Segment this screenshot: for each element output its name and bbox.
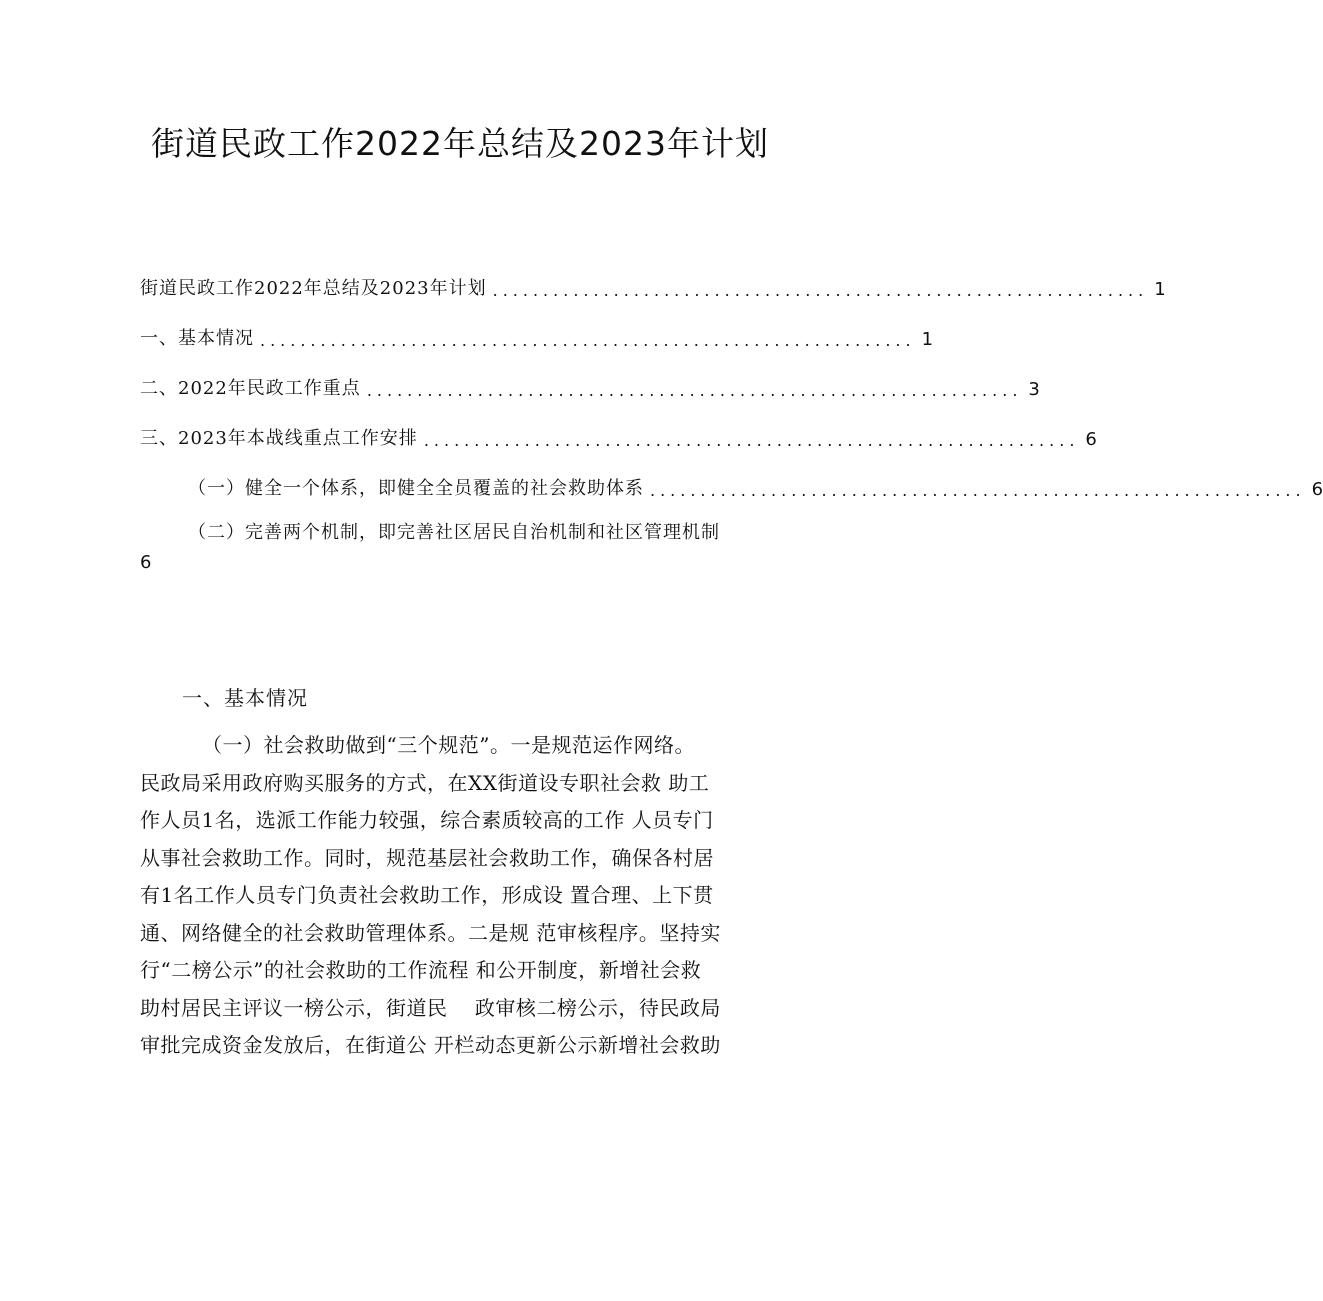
toc-entry[interactable]	[140, 318, 934, 350]
toc-page-number: 1	[1154, 279, 1166, 300]
paragraph-line: 助村居民主评议一榜公示，街道民 政审核二榜公示，待民政局	[140, 995, 721, 1020]
toc-entry[interactable]	[140, 268, 1166, 300]
toc-entry[interactable]	[140, 368, 1040, 400]
toc-leader: .................................................................	[366, 381, 1023, 400]
toc-page-number: 3	[1028, 379, 1040, 400]
toc-label: （二）完善两个机制，即完善社区居民自治机制和社区管理机制	[188, 522, 720, 543]
document-title: 街道民政工作2022年总结及2023年计划	[151, 124, 769, 163]
toc-leader: .................................................................	[492, 281, 1149, 300]
toc-label: 一、基本情况	[140, 328, 254, 349]
toc-page-number: 6	[140, 552, 153, 573]
toc-label: 三、2023年本战线重点工作安排	[140, 428, 418, 449]
body-paragraph	[140, 727, 785, 1065]
toc-leader: .................................................................	[260, 331, 916, 350]
toc-label: （一）健全一个体系，即健全全员覆盖的社会救助体系	[188, 478, 644, 499]
toc-entry[interactable]	[140, 518, 790, 578]
toc-entry[interactable]	[188, 468, 1323, 500]
section-heading: 一、基本情况	[182, 686, 308, 710]
toc-page-number: 6	[1085, 429, 1097, 450]
paragraph-line: （一）社会救助做到“三个规范”。一是规范运作网络。	[202, 733, 695, 757]
paragraph-line: 审批完成资金发放后，在街道公 开栏动态更新公示新增社会救助	[140, 1033, 721, 1057]
toc-page-number: 1	[921, 329, 934, 350]
paragraph-line: 行“二榜公示”的社会救助的工作流程 和公开制度，新增社会救	[140, 958, 702, 982]
toc-page-number: 6	[1311, 479, 1323, 500]
toc-leader: .................................................................	[423, 431, 1080, 450]
toc-entry[interactable]	[140, 418, 1097, 450]
paragraph-line: 有1名工作人员专门负责社会救助工作，形成设 置合理、上下贯	[140, 883, 714, 907]
toc-label: 二、2022年民政工作重点	[140, 378, 361, 399]
paragraph-line: 作人员1名，选派工作能力较强，综合素质较高的工作 人员专门	[140, 808, 714, 832]
toc-leader: .................................................................	[650, 481, 1306, 500]
toc-label: 街道民政工作2022年总结及2023年计划	[140, 278, 487, 299]
paragraph-line: 民政局采用政府购买服务的方式，在XX街道设专职社会救 助工	[140, 770, 710, 795]
paragraph-line: 从事社会救助工作。同时，规范基层社会救助工作，确保各村居	[140, 845, 714, 870]
paragraph-line: 通、网络健全的社会救助管理体系。二是规 范审核程序。坚持实	[140, 920, 721, 945]
